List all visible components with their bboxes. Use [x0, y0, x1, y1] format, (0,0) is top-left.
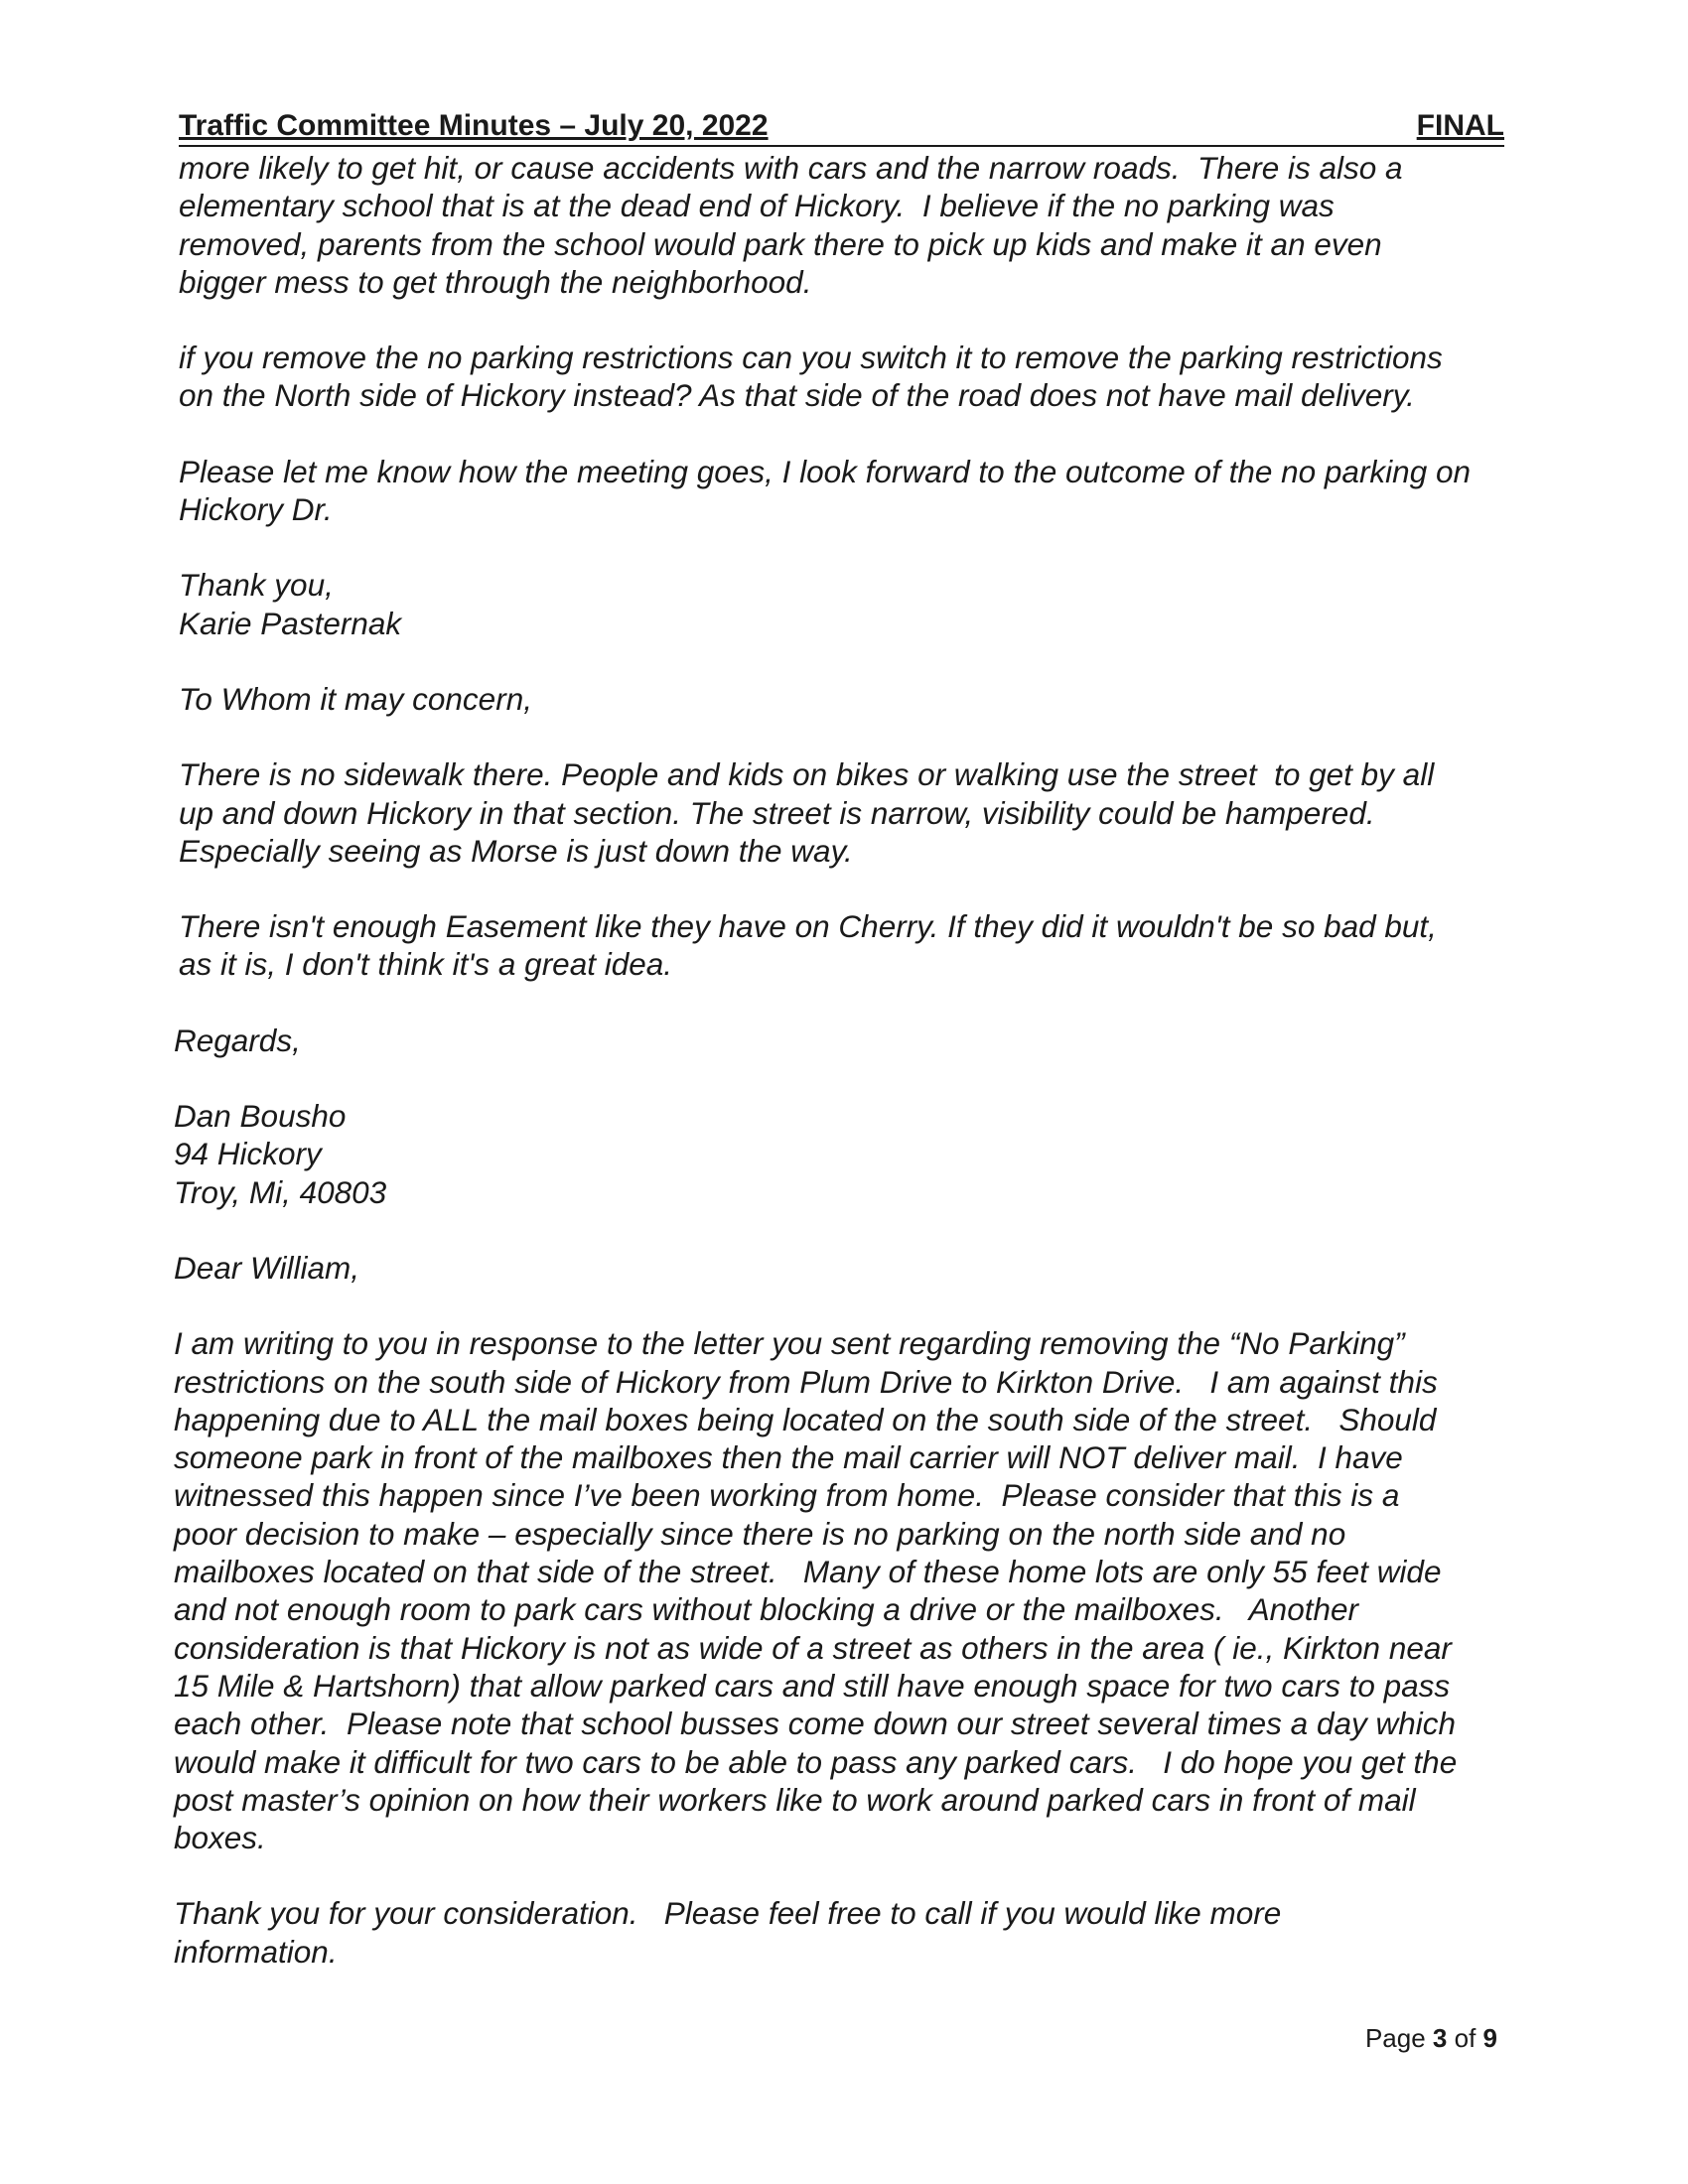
document-title: Traffic Committee Minutes – July 20, 2022 — [179, 109, 769, 142]
text-line: poor decision to make – especially since there is no parking on the north side and no — [174, 1515, 1346, 1552]
page-label: Page — [1364, 2023, 1426, 2053]
body-paragraph — [174, 1324, 1514, 1856]
body-paragraph — [174, 1022, 1514, 1059]
text-line: Thank you for your consideration. Please feel free to call if you would like more — [174, 1895, 1282, 1932]
body-paragraph — [179, 339, 1514, 415]
text-line: each other. Please note that school busses come down our street several times a day which — [174, 1706, 1457, 1742]
text-line: witnessed this happen since I’ve been working from home. Please consider that this is a — [174, 1477, 1400, 1514]
text-line: someone park in front of the mailboxes then the mail carrier will NOT deliver mail. I have — [174, 1439, 1403, 1476]
text-line: up and down Hickory in that section. The street is narrow, visibility could be hampered. — [179, 794, 1375, 831]
page-total: 9 — [1482, 2023, 1497, 2053]
text-line: information. — [174, 1933, 338, 1970]
body-paragraph — [179, 566, 1514, 642]
body-paragraph — [179, 755, 1514, 870]
text-line: Karie Pasternak — [179, 605, 402, 641]
body-paragraph — [174, 1249, 1514, 1287]
text-line: if you remove the no parking restrictions can you switch it to remove the parking restrictions — [179, 340, 1443, 376]
page-header — [179, 109, 1504, 147]
text-line: There isn't enough Easement like they have on Cherry. If they did it wouldn't be so bad but, — [179, 908, 1437, 945]
document-body — [174, 149, 1514, 2008]
text-line: on the North side of Hickory instead? As that side of the road does not have mail delivery. — [179, 377, 1415, 414]
text-line: as it is, I don't think it's a great idea. — [179, 946, 673, 983]
document-status: FINAL — [1416, 109, 1504, 142]
text-line: bigger mess to get through the neighborhood. — [179, 263, 812, 300]
text-line: more likely to get hit, or cause accidents with cars and the narrow roads. There is also a — [179, 150, 1403, 186]
text-line: post master’s opinion on how their workers like to work around parked cars in front of mail — [174, 1781, 1416, 1818]
text-line: restrictions on the south side of Hickory from Plum Drive to Kirkton Drive. I am against this — [174, 1363, 1438, 1400]
text-line: Dan Bousho — [174, 1098, 347, 1135]
page-number — [1365, 2023, 1497, 2054]
text-line: elementary school that is at the dead end of Hickory. I believe if the no parking was — [179, 188, 1335, 224]
text-line: Please let me know how the meeting goes, I look forward to the outcome of the no parking on — [179, 453, 1472, 489]
body-paragraph — [179, 907, 1514, 984]
text-line: would make it difficult for two cars to be able to pass any parked cars. I do hope you get the — [174, 1743, 1458, 1780]
text-line: mailboxes located on that side of the street. Many of these home lots are only 55 feet wide — [174, 1554, 1442, 1590]
body-paragraph — [179, 680, 1514, 718]
page-current: 3 — [1432, 2023, 1448, 2053]
text-line: Hickory Dr. — [179, 491, 333, 528]
text-line: happening due to ALL the mail boxes being located on the south side of the street. Should — [174, 1401, 1437, 1437]
text-line: consideration is that Hickory is not as wide of a street as others in the area ( ie., Kirkton near — [174, 1629, 1452, 1666]
text-line: Thank you, — [179, 567, 334, 604]
text-line: boxes. — [174, 1820, 266, 1856]
text-line: 94 Hickory — [174, 1136, 322, 1172]
of-label: of — [1454, 2023, 1477, 2053]
text-line: Regards, — [174, 1022, 301, 1058]
body-paragraph — [174, 1894, 1514, 1971]
body-paragraph — [179, 149, 1514, 301]
text-line: 15 Mile & Hartshorn) that allow parked cars and still have enough space for two cars to pass — [174, 1667, 1451, 1704]
text-line: removed, parents from the school would park there to pick up kids and make it an even — [179, 225, 1382, 262]
text-line: I am writing to you in response to the letter you sent regarding removing the “No Parking” — [174, 1325, 1405, 1362]
text-line: Troy, Mi, 40803 — [174, 1173, 387, 1210]
text-line: There is no sidewalk there. People and kids on bikes or walking use the street to get by all — [179, 756, 1435, 793]
text-line: Dear William, — [174, 1249, 359, 1286]
text-line: To Whom it may concern, — [179, 680, 532, 717]
text-line: and not enough room to park cars without blocking a drive or the mailboxes. Another — [174, 1591, 1359, 1628]
body-paragraph — [179, 453, 1514, 529]
text-line: Especially seeing as Morse is just down the way. — [179, 832, 853, 869]
body-paragraph — [174, 1097, 1514, 1211]
